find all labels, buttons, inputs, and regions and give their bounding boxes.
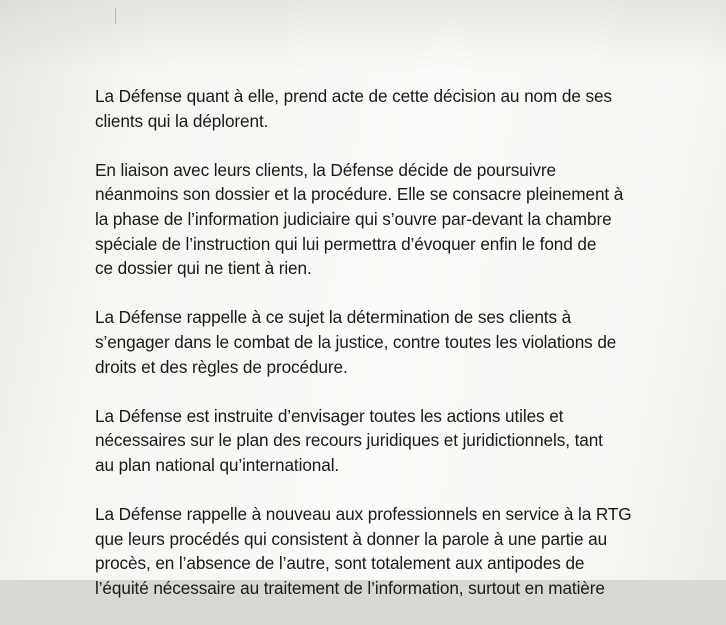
paragraph-4	[95, 404, 715, 478]
scan-mark	[115, 8, 116, 24]
text-line: l’équité nécessaire au traitement de l’information, surtout en matière	[95, 577, 605, 598]
text-line: La Défense est instruite d’envisager toutes les actions utiles et	[95, 405, 564, 426]
document-body	[95, 84, 715, 625]
paragraph-1	[95, 84, 715, 133]
text-line: droits et des règles de procédure.	[95, 356, 348, 377]
text-line: la phase de l’information judiciaire qui s’ouvre par-devant la chambre	[95, 208, 612, 229]
text-line: ce dossier qui ne tient à rien.	[95, 258, 312, 279]
text-line: spéciale de l’instruction qui lui permettra d’évoquer enfin le fond de	[95, 233, 597, 254]
text-line: néanmoins son dossier et la procédure. Elle se consacre pleinement à	[95, 184, 624, 205]
scan-shadow	[0, 0, 726, 70]
text-line: La Défense rappelle à ce sujet la détermination de ses clients à	[95, 307, 572, 328]
text-line: nécessaires sur le plan des recours juridiques et juridictionnels, tant	[95, 430, 603, 451]
text-line: s’engager dans le combat de la justice, contre toutes les violations de	[95, 331, 617, 352]
text-line: au plan national qu’international.	[95, 454, 340, 475]
text-line: En liaison avec leurs clients, la Défense décide de poursuivre	[95, 159, 556, 180]
text-line: La Défense rappelle à nouveau aux professionnels en service à la RTG	[95, 504, 632, 525]
text-line: procès, en l’absence de l’autre, sont totalement aux antipodes de	[95, 553, 585, 574]
paragraph-5	[95, 502, 715, 600]
text-line: clients qui la déplorent.	[95, 110, 269, 131]
text-line: que leurs procédés qui consistent à donner la parole à une partie au	[95, 528, 608, 549]
text-line: La Défense quant à elle, prend acte de cette décision au nom de ses	[95, 86, 612, 106]
paragraph-2	[95, 158, 715, 281]
paragraph-3	[95, 305, 715, 379]
